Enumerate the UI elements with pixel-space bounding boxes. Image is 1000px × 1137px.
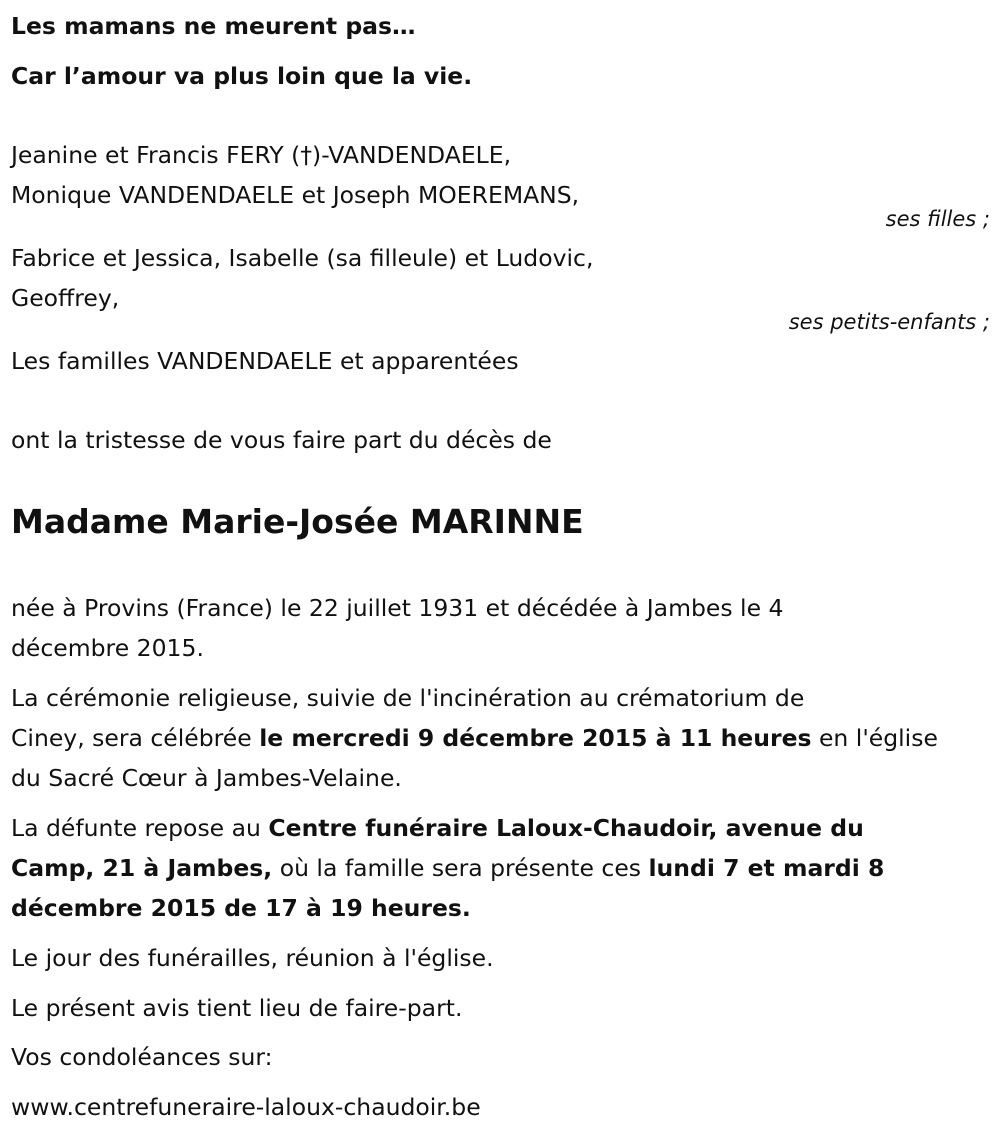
- family-grandchildren-1: Fabrice et Jessica, Isabelle (sa filleule) et Ludovic,: [11, 244, 594, 272]
- visitation-line-2: [11, 848, 884, 888]
- family-daughter-2: Monique VANDENDAELE et Joseph MOEREMANS,: [11, 181, 580, 209]
- ceremony-line-1: La cérémonie religieuse, suivie de l'incinération au crématorium de: [11, 684, 805, 712]
- visitation-text: La défunte repose au: [11, 814, 269, 842]
- visitation-line-3: décembre 2015 de 17 à 19 heures.: [11, 894, 471, 922]
- funeral-center: Centre funéraire Laloux-Chaudoir, avenue du: [268, 814, 864, 842]
- ceremony-date: le mercredi 9 décembre 2015 à 11 heures: [259, 724, 812, 752]
- deceased-name: Madame Marie-Josée MARINNE: [11, 502, 584, 541]
- quote-line-1: Les mamans ne meurent pas…: [11, 12, 416, 40]
- family-daughter-1: Jeanine et Francis FERY (†)-VANDENDAELE,: [11, 141, 512, 169]
- ceremony-line-2: [11, 718, 938, 758]
- quote-line-2: Car l’amour va plus loin que la vie.: [11, 62, 473, 90]
- birth-death-line-2: décembre 2015.: [11, 634, 204, 662]
- website-link[interactable]: www.centrefuneraire-laloux-chaudoir.be: [11, 1093, 481, 1121]
- ceremony-line-3: du Sacré Cœur à Jambes-Velaine.: [11, 764, 402, 792]
- visitation-text-mid: où la famille sera présente ces: [272, 854, 649, 882]
- visitation-line-1: [11, 808, 864, 848]
- announcement-text: ont la tristesse de vous faire part du décès de: [11, 426, 552, 454]
- funeral-day-text: Le jour des funérailles, réunion à l'église.: [11, 944, 494, 972]
- grandchildren-label: ses petits-enfants ;: [788, 310, 990, 334]
- condolences-label: Vos condoléances sur:: [11, 1043, 273, 1071]
- ceremony-text: Ciney, sera célébrée: [11, 724, 260, 752]
- daughters-label: ses filles ;: [885, 207, 990, 231]
- birth-death-line-1: née à Provins (France) le 22 juillet 1931 et décédée à Jambes le 4: [11, 594, 784, 622]
- funeral-center-address: Camp, 21 à Jambes,: [11, 854, 273, 882]
- notice-text: Le présent avis tient lieu de faire-part.: [11, 994, 463, 1022]
- ceremony-text-end: en l'église: [811, 724, 938, 752]
- family-relatives: Les familles VANDENDAELE et apparentées: [11, 347, 519, 375]
- website-line: [11, 1087, 481, 1127]
- family-grandchildren-2: Geoffrey,: [11, 284, 120, 312]
- visitation-days: lundi 7 et mardi 8: [648, 854, 885, 882]
